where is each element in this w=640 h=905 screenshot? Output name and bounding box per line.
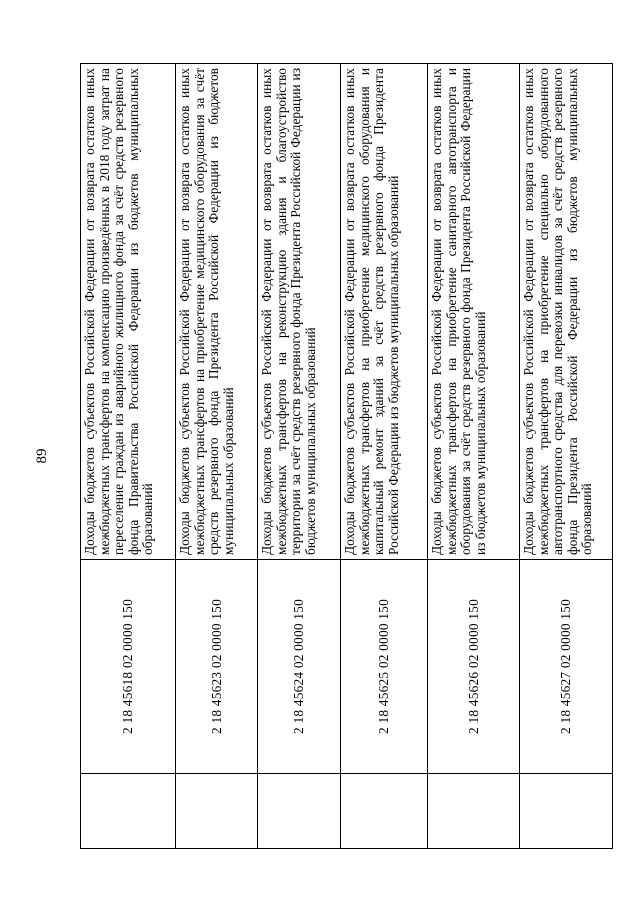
budget-code-cell: 2 18 45623 02 0000 150 [176, 560, 258, 774]
description-cell: Доходы бюджетов субъектов Российской Федерации от возврата остатков иных межбюджетных трансфертов на компенсацию произведённых в 2018 году затрат на переселение граждан из аварийного жилищного фонда за счёт средств резервного фонда Правительства Российской Федерации из бюджетов муниципальных образований [81, 64, 176, 560]
admin-code-cell [258, 774, 341, 849]
table-row [428, 64, 520, 849]
table-row [341, 64, 428, 849]
admin-code-cell [81, 774, 176, 849]
table-row [520, 64, 613, 849]
admin-code-cell [176, 774, 258, 849]
budget-code-cell: 2 18 45618 02 0000 150 [81, 560, 176, 774]
admin-code-cell [341, 774, 428, 849]
table-row [176, 64, 258, 849]
description-cell: Доходы бюджетов субъектов Российской Федерации от возврата остатков иных межбюджетных трансфертов на приобретение медицинского оборудования и капитальный ремонт зданий за счёт средств резервного фонда Президента Российской Федерации из бюджетов муниципальных образований [341, 64, 428, 560]
table-row [258, 64, 341, 849]
budget-code-cell: 2 18 45626 02 0000 150 [428, 560, 520, 774]
budget-code-table [80, 63, 613, 849]
budget-code-cell: 2 18 45625 02 0000 150 [341, 560, 428, 774]
description-cell: Доходы бюджетов субъектов Российской Федерации от возврата остатков иных межбюджетных трансфертов на приобретение медицинского оборудования за счёт средств резервного фонда Президента Российской Федерации из бюджетов муниципальных образований [176, 64, 258, 560]
admin-code-cell [428, 774, 520, 849]
table-row [81, 64, 176, 849]
budget-code-cell: 2 18 45624 02 0000 150 [258, 560, 341, 774]
rotated-page [34, 63, 612, 849]
page-number: 89 [34, 448, 50, 464]
description-cell: Доходы бюджетов субъектов Российской Федерации от возврата остатков иных межбюджетных трансфертов на приобретение специально оборудованного автотранспортного средства для перевозки инвалидов за счёт средств резервного фонда Президента Российской Федерации из бюджетов муниципальных образований [520, 64, 613, 560]
description-cell: Доходы бюджетов субъектов Российской Федерации от возврата остатков иных межбюджетных трансфертов на приобретение санитарного автотранспорта и оборудования за счёт средств резервного фонда Президента Российской Федерации из бюджетов муниципальных образований [428, 64, 520, 560]
budget-code-cell: 2 18 45627 02 0000 150 [520, 560, 613, 774]
admin-code-cell [520, 774, 613, 849]
description-cell: Доходы бюджетов субъектов Российской Федерации от возврата остатков иных межбюджетных трансфертов на реконструкцию здания и благоустройство территории за счёт средств резервного фонда Президента Российской Федерации из бюджетов муниципальных образований [258, 64, 341, 560]
